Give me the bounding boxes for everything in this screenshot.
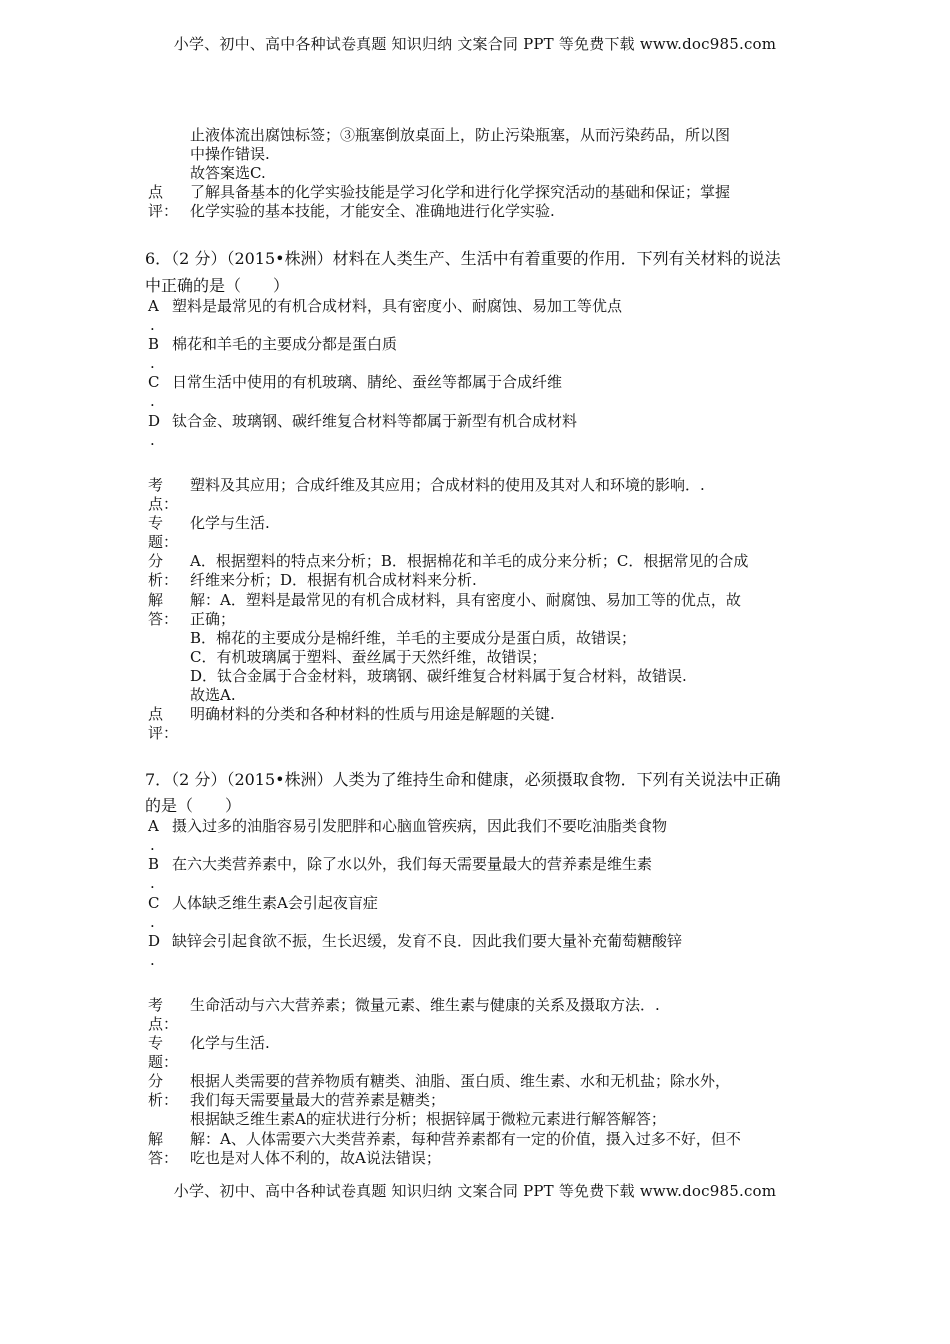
question-7-stem: 7．（2 分）（2015•株洲）人类为了维持生命和健康，必须摄取食物．下列有关说法中正确	[145, 770, 781, 789]
option-dot: .	[150, 951, 155, 969]
option-text: 日常生活中使用的有机玻璃、腈纶、蚕丝等都属于合成纤维	[172, 373, 563, 391]
option-text: 棉花和羊毛的主要成分都是蛋白质	[172, 335, 398, 353]
option-dot: .	[150, 392, 155, 410]
option-text: 缺锌会引起食欲不振，生长迟缓，发育不良．因此我们要大量补充葡萄糖酸锌	[172, 932, 683, 950]
page-footer: 小学、初中、高中各种试卷真题 知识归纳 文案合同 PPT 等免费下载 www.doc985.com	[173, 1182, 777, 1200]
kaodian-label: 点：	[148, 495, 179, 513]
kaodian-label: 考	[148, 476, 164, 494]
fenxi-text: A．根据塑料的特点来分析；B．根据棉花和羊毛的成分来分析；C．根据常见的合成	[190, 552, 749, 570]
option-letter: C	[148, 373, 160, 391]
option-dot: .	[150, 354, 155, 372]
option-letter: B	[148, 855, 160, 873]
option-text: 人体缺乏维生素A会引起夜盲症	[172, 894, 378, 912]
jieda-label: 答：	[148, 1149, 179, 1167]
review-text: 了解具备基本的化学实验技能是学习化学和进行化学探究活动的基础和保证；掌握	[190, 183, 731, 201]
dianping-label: 评：	[148, 724, 179, 742]
fenxi-label: 分	[148, 552, 164, 570]
zhuanti-text: 化学与生活.	[190, 514, 270, 532]
option-letter: C	[148, 894, 160, 912]
jieda-label: 解	[148, 1130, 164, 1148]
kaodian-text: 生命活动与六大营养素；微量元素、维生素与健康的关系及摄取方法．.	[190, 996, 660, 1014]
kaodian-label: 考	[148, 996, 164, 1014]
option-text: 钛合金、玻璃钢、碳纤维复合材料等都属于新型有机合成材料	[172, 412, 578, 430]
option-letter: A	[148, 297, 159, 315]
kaodian-text: 塑料及其应用；合成纤维及其应用；合成材料的使用及其对人和环境的影响．.	[190, 476, 705, 494]
option-letter: B	[148, 335, 160, 353]
option-letter: D	[148, 932, 161, 950]
option-text: 在六大类营养素中，除了水以外，我们每天需要量最大的营养素是维生素	[172, 855, 653, 873]
zhuanti-label: 题：	[148, 533, 179, 551]
jieda-text: 解：A、人体需要六大类营养素，每种营养素都有一定的价值，摄入过多不好，但不	[190, 1130, 741, 1148]
fenxi-text: 我们每天需要量最大的营养素是糖类；	[190, 1091, 446, 1109]
fenxi-label: 析：	[148, 1091, 179, 1109]
jieda-text: 故选A.	[190, 686, 236, 704]
option-letter: D	[148, 412, 161, 430]
option-letter: A	[148, 817, 159, 835]
fenxi-text: 根据缺乏维生素A的症状进行分析；根据锌属于微粒元素进行解答解答；	[190, 1110, 666, 1128]
fenxi-text: 纤维来分析；D．根据有机合成材料来分析.	[190, 571, 477, 589]
zhuanti-label: 题：	[148, 1053, 179, 1071]
option-text: 摄入过多的油脂容易引发肥胖和心脑血管疾病，因此我们不要吃油脂类食物	[172, 817, 668, 835]
option-dot: .	[150, 913, 155, 931]
jieda-text: B．棉花的主要成分是棉纤维，羊毛的主要成分是蛋白质，故错误；	[190, 629, 637, 647]
question-6-stem: 6．（2 分）（2015•株洲）材料在人类生产、生活中有着重要的作用．下列有关材料的说法	[145, 249, 781, 268]
prev-answer-line: 止液体流出腐蚀标签；③瓶塞倒放桌面上，防止污染瓶塞，从而污染药品，所以图	[190, 126, 731, 144]
dianping-label: 点	[148, 705, 164, 723]
review-text: 化学实验的基本技能，才能安全、准确地进行化学实验.	[190, 202, 555, 220]
question-7-stem: 的是（ ）	[145, 796, 242, 815]
zhuanti-text: 化学与生活.	[190, 1034, 270, 1052]
jieda-text: D．钛合金属于合金材料，玻璃钢、碳纤维复合材料属于复合材料，故错误.	[190, 667, 687, 685]
kaodian-label: 点：	[148, 1015, 179, 1033]
jieda-label: 答：	[148, 610, 179, 628]
option-dot: .	[150, 431, 155, 449]
review-label: 点	[148, 183, 164, 201]
fenxi-text: 根据人类需要的营养物质有糖类、油脂、蛋白质、维生素、水和无机盐；除水外，	[190, 1072, 731, 1090]
prev-answer-line: 中操作错误.	[190, 145, 270, 163]
jieda-text: C．有机玻璃属于塑料、蚕丝属于天然纤维，故错误；	[190, 648, 547, 666]
jieda-label: 解	[148, 591, 164, 609]
option-dot: .	[150, 316, 155, 334]
zhuanti-label: 专	[148, 1034, 164, 1052]
fenxi-label: 分	[148, 1072, 164, 1090]
question-6-stem: 中正确的是（ ）	[145, 276, 290, 295]
option-dot: .	[150, 836, 155, 854]
page-header: 小学、初中、高中各种试卷真题 知识归纳 文案合同 PPT 等免费下载 www.doc985.com	[173, 35, 777, 53]
prev-answer-line: 故答案选C.	[190, 164, 266, 182]
dianping-text: 明确材料的分类和各种材料的性质与用途是解题的关键.	[190, 705, 555, 723]
jieda-text: 正确；	[190, 610, 236, 628]
option-text: 塑料是最常见的有机合成材料，具有密度小、耐腐蚀、易加工等优点	[172, 297, 623, 315]
jieda-text: 吃也是对人体不利的，故A说法错误；	[190, 1149, 441, 1167]
zhuanti-label: 专	[148, 514, 164, 532]
review-label: 评：	[148, 202, 179, 220]
jieda-text: 解：A．塑料是最常见的有机合成材料，具有密度小、耐腐蚀、易加工等的优点，故	[190, 591, 741, 609]
option-dot: .	[150, 874, 155, 892]
fenxi-label: 析：	[148, 571, 179, 589]
